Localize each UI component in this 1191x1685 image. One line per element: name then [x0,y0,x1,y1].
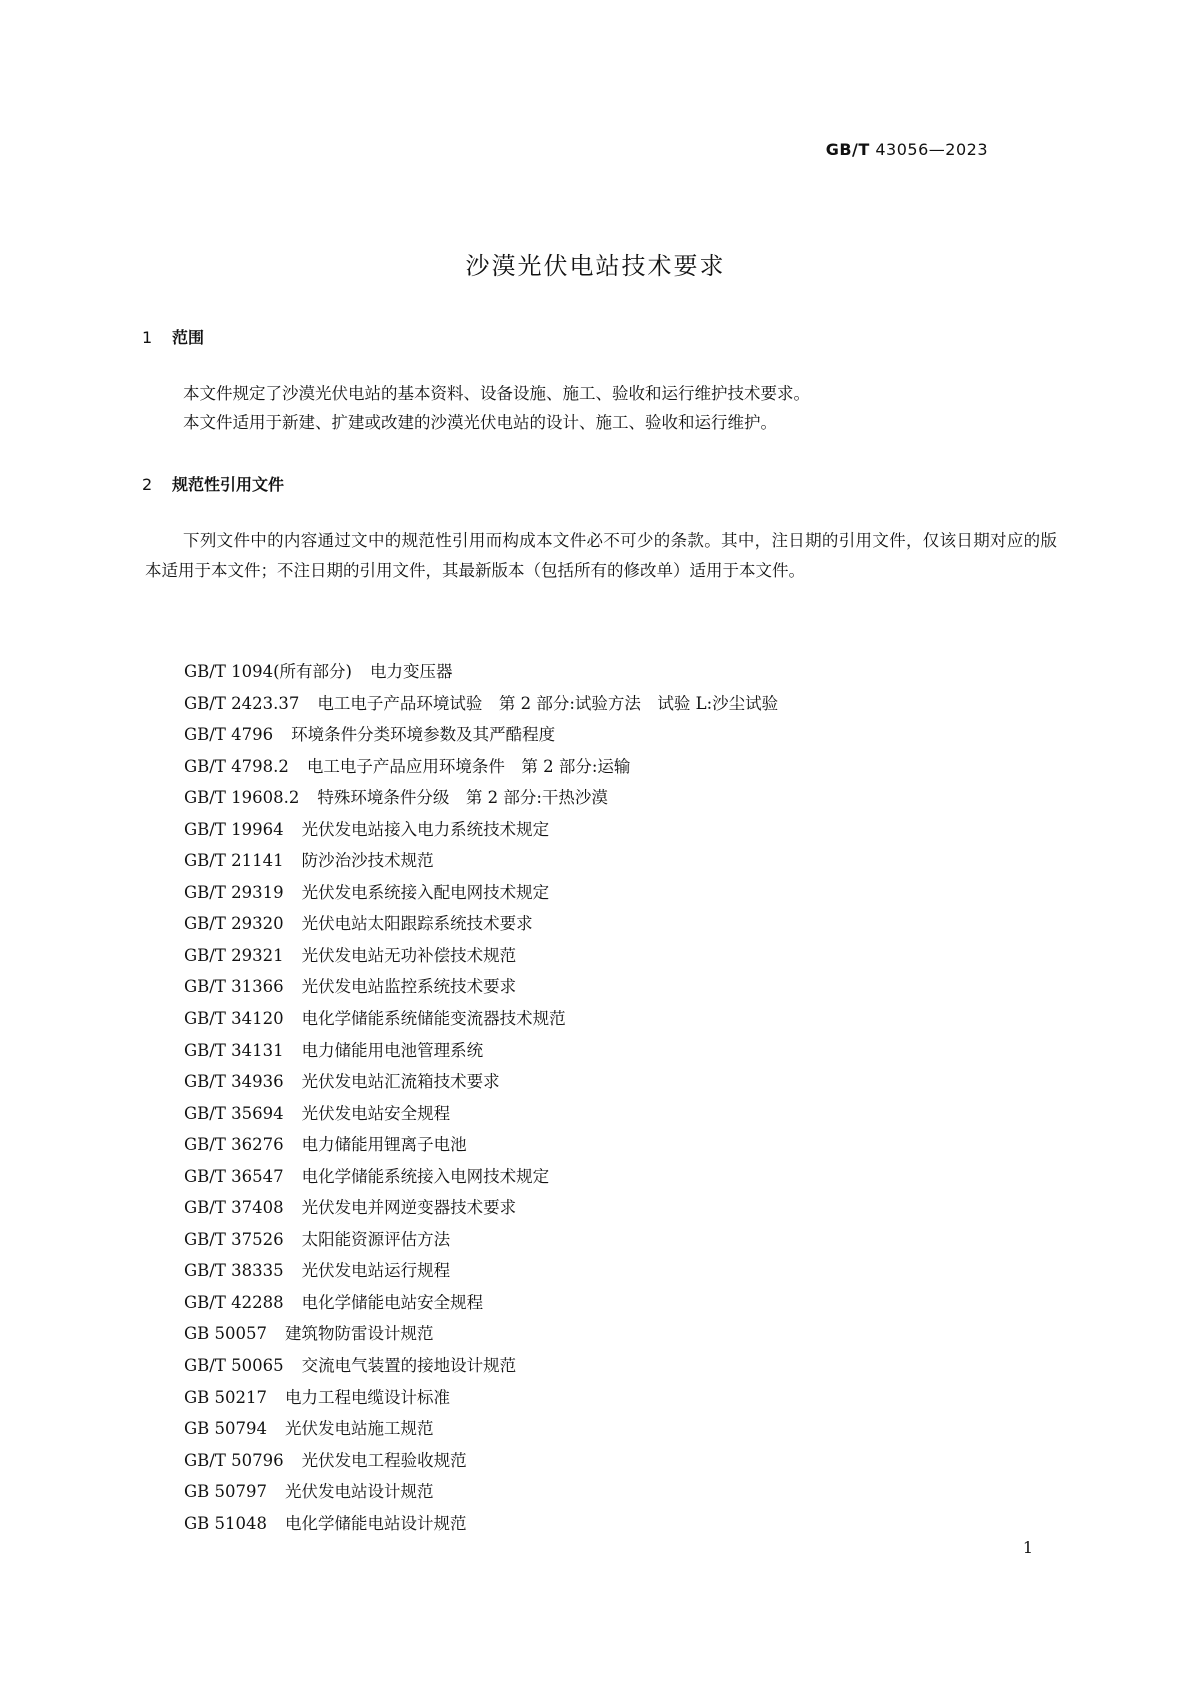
reference-item [184,1318,1044,1350]
reference-item [184,1129,1044,1161]
reference-title: 太阳能资源评估方法 [301,1229,451,1249]
reference-code: GB 50217 [184,1387,268,1407]
reference-title: 光伏发电系统接入配电网技术规定 [301,882,550,902]
reference-item [184,1098,1044,1130]
reference-item [184,1066,1044,1098]
reference-code: GB/T 29319 [184,882,284,902]
reference-title: 光伏发电并网逆变器技术要求 [301,1198,517,1218]
reference-code: GB/T 34936 [184,1072,284,1092]
reference-item [184,1476,1044,1508]
reference-title: 光伏发电站施工规范 [285,1419,434,1439]
reference-title: 电化学储能电站安全规程 [301,1292,484,1312]
reference-item [184,1035,1044,1067]
reference-item [184,688,1044,720]
reference-item [184,1003,1044,1035]
scope-paragraph-1: 本文件规定了沙漠光伏电站的基本资料、设备设施、施工、验收和运行维护技术要求。 [183,384,810,403]
document-title: 沙漠光伏电站技术要求 [465,252,726,280]
reference-list [184,656,1044,1539]
standard-code [826,140,988,159]
reference-code: GB/T 37408 [184,1198,284,1218]
reference-title: 电力工程电缆设计标准 [285,1387,451,1407]
reference-title: 电化学储能系统接入电网技术规定 [301,1166,550,1186]
reference-item [184,1508,1044,1540]
reference-title: 电工电子产品环境试验 第 2 部分:试验方法 试验 L:沙尘试验 [317,693,779,713]
page-number: 1 [1022,1538,1033,1557]
references-intro-paragraph: 下列文件中的内容通过文中的规范性引用而构成本文件必不可少的条款。其中，注日期的引用文件，仅该日期对应的版本适用于本文件；不注日期的引用文件，其最新版本（包括所有的修改单）适用于本文件。 [145,531,1057,580]
reference-title: 光伏电站太阳跟踪系统技术要求 [301,914,533,934]
reference-title: 电力变压器 [369,662,453,681]
section-heading-normative-references [142,472,284,495]
reference-item [184,1192,1044,1224]
reference-title: 交流电气装置的接地设计规范 [301,1356,517,1376]
reference-title: 光伏发电站监控系统技术要求 [301,977,517,997]
reference-item [184,908,1044,940]
reference-item [184,751,1044,783]
reference-code: GB/T 31366 [184,977,284,997]
reference-code: GB 50794 [184,1419,268,1439]
reference-code: GB/T 1094(所有部分) [184,662,352,681]
standard-code-number: 43056—2023 [875,140,988,159]
reference-title: 防沙治沙技术规范 [301,851,434,871]
reference-title: 光伏发电站无功补偿技术规范 [301,945,517,965]
reference-code: GB 51048 [184,1513,268,1533]
reference-code: GB/T 4796 [184,725,274,745]
scope-paragraph-2: 本文件适用于新建、扩建或改建的沙漠光伏电站的设计、施工、验收和运行维护。 [183,413,777,432]
reference-title: 电化学储能电站设计规范 [285,1513,467,1533]
reference-code: GB/T 36276 [184,1135,284,1155]
reference-item [184,1255,1044,1287]
reference-item [184,782,1044,814]
reference-code: GB/T 50796 [184,1450,284,1470]
section-number: 2 [142,475,153,494]
reference-item [184,656,1044,688]
reference-item [184,971,1044,1003]
section-title: 范围 [172,328,205,347]
reference-code: GB/T 35694 [184,1103,284,1123]
reference-code: GB/T 19964 [184,819,284,839]
reference-code: GB 50797 [184,1482,268,1502]
reference-code: GB/T 29320 [184,914,284,934]
section-title: 规范性引用文件 [172,475,285,494]
reference-item [184,877,1044,909]
reference-item [184,1161,1044,1193]
reference-item [184,1413,1044,1445]
reference-code: GB/T 21141 [184,851,284,871]
reference-item [184,719,1044,751]
reference-title: 光伏发电站运行规程 [301,1261,451,1281]
reference-code: GB/T 4798.2 [184,756,289,776]
reference-title: 光伏发电站接入电力系统技术规定 [301,819,550,839]
reference-title: 光伏发电工程验收规范 [301,1450,467,1470]
reference-title: 光伏发电站安全规程 [301,1103,451,1123]
reference-code: GB/T 50065 [184,1356,284,1376]
reference-item [184,814,1044,846]
reference-title: 光伏发电站设计规范 [285,1482,434,1502]
reference-code: GB 50057 [184,1324,268,1344]
reference-code: GB/T 37526 [184,1229,284,1249]
reference-title: 电力储能用电池管理系统 [301,1040,484,1060]
reference-code: GB/T 19608.2 [184,788,300,808]
reference-item [184,940,1044,972]
reference-item [184,1350,1044,1382]
reference-title: 建筑物防雷设计规范 [285,1324,434,1344]
reference-code: GB/T 34131 [184,1040,284,1060]
reference-title: 特殊环境条件分级 第 2 部分:干热沙漠 [317,788,608,808]
section-number: 1 [142,328,153,347]
reference-item [184,1382,1044,1414]
reference-title: 电力储能用锂离子电池 [301,1135,467,1155]
reference-title: 光伏发电站汇流箱技术要求 [301,1072,500,1092]
reference-code: GB/T 38335 [184,1261,284,1281]
reference-title: 环境条件分类环境参数及其严酷程度 [291,725,556,745]
reference-code: GB/T 29321 [184,945,284,965]
reference-item [184,1224,1044,1256]
section-heading-scope [142,325,204,348]
reference-code: GB/T 34120 [184,1009,284,1029]
standard-code-prefix: GB/T [825,140,870,159]
reference-item [184,845,1044,877]
reference-item [184,1445,1044,1477]
reference-code: GB/T 42288 [184,1292,284,1312]
reference-title: 电化学储能系统储能变流器技术规范 [301,1009,566,1029]
reference-title: 电工电子产品应用环境条件 第 2 部分:运输 [306,756,631,776]
reference-item [184,1287,1044,1319]
reference-code: GB/T 36547 [184,1166,284,1186]
reference-code: GB/T 2423.37 [184,693,300,713]
